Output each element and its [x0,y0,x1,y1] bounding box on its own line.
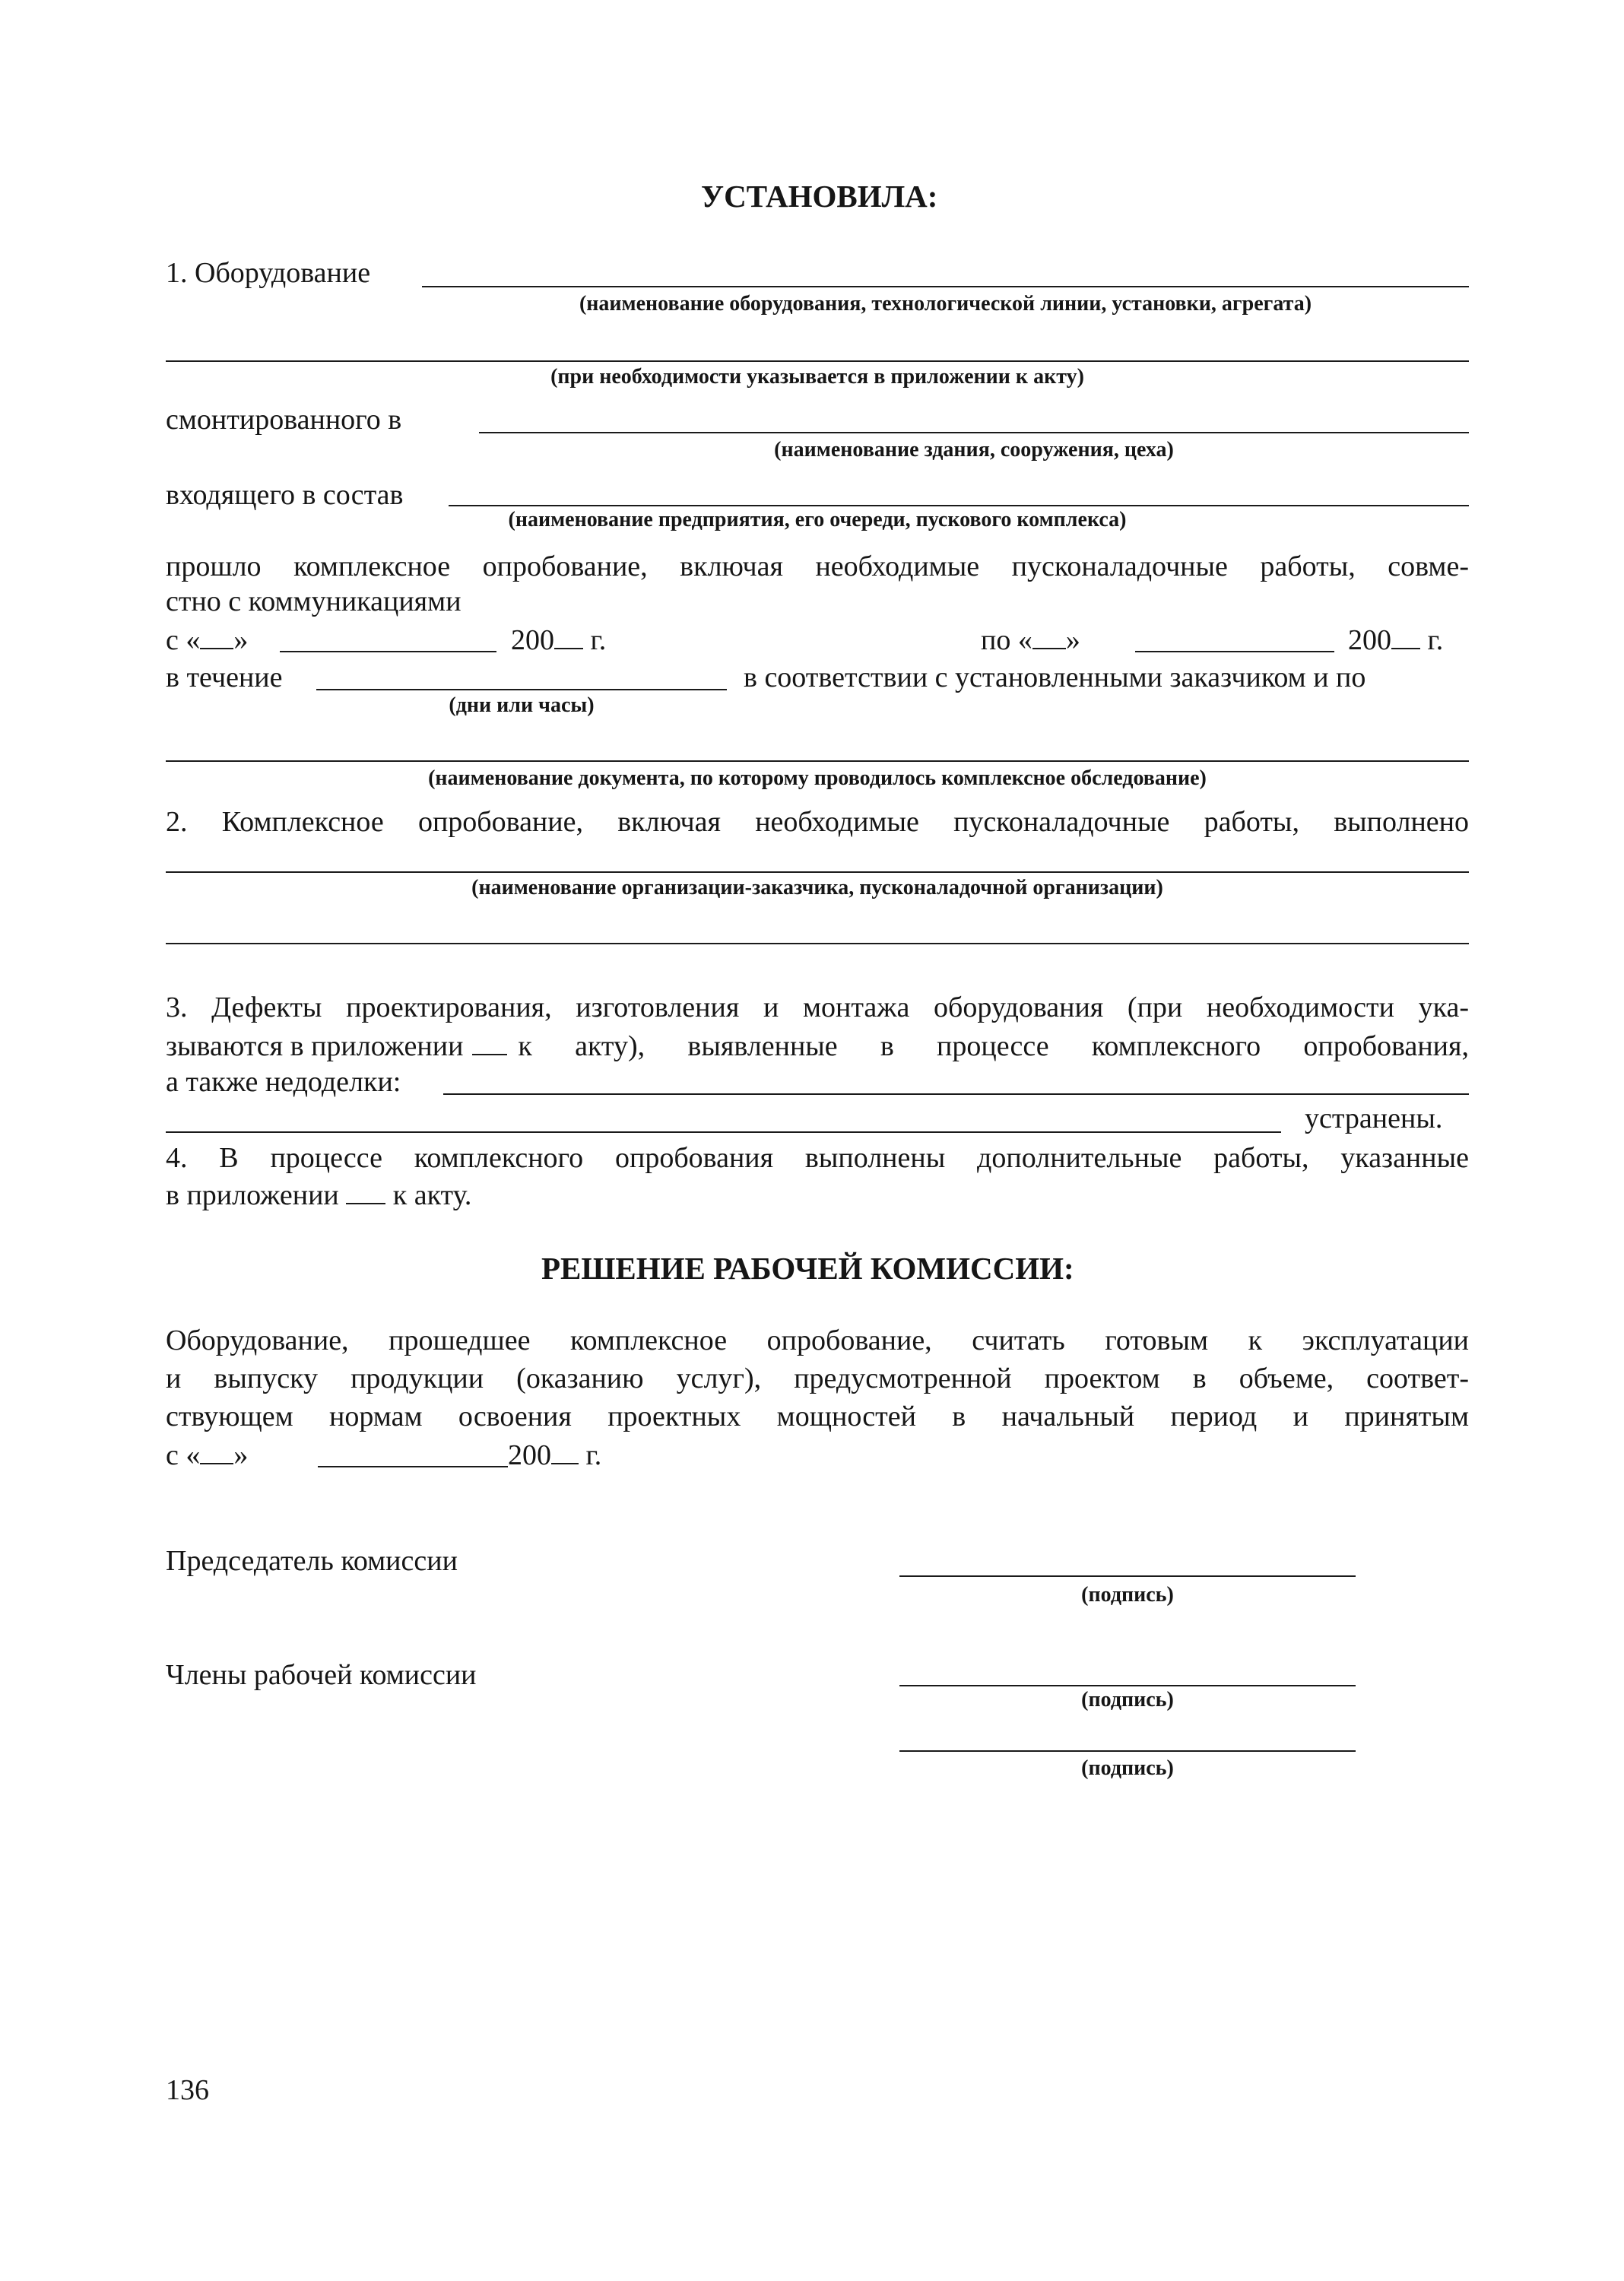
caption-days: (дни или часы) [449,693,595,717]
eliminated-text: устранены. [1305,1102,1443,1134]
defects-blank-line-2 [166,1131,1281,1133]
org-blank-line-2 [166,943,1469,944]
during-label: в течение [166,661,283,693]
item1-label: 1. Оборудование [166,257,371,289]
decision-line-1: Оборудование, прошедшее комплексное опробование, считать готовым к эксплуатации [166,1325,1469,1356]
date-from-row [166,625,248,655]
decision-year [508,1440,601,1470]
item2-text: 2. Комплексное опробование, включая необходимые пусконаладочные работы, выполнено [166,806,1469,838]
caption-appendix: (при необходимости указывается в приложении к акту) [550,365,1084,389]
page-number: 136 [166,2074,209,2106]
date-from-close: » [233,624,249,656]
decision-from-prefix: с « [166,1439,201,1471]
decision-date-row [166,1440,248,1470]
date-to-prefix: по « [981,624,1032,656]
testing-line-1: прошло комплексное опробование, включая необходимые пусконаладочные работы, совме- [166,550,1469,582]
item4-line-2 [166,1180,471,1210]
document-blank-line [166,760,1469,762]
date-to-year-prefix: 200 [1348,624,1391,656]
item3-line-3: а также недоделки: [166,1066,401,1098]
during-blank-line [316,689,727,690]
chairman-label: Председатель комиссии [166,1545,458,1577]
caption-enterprise: (наименование предприятия, его очереди, пускового комплекса) [508,508,1127,531]
item4-line-1: 4. В процессе комплексного опробования выполнены дополнительные работы, указанные [166,1142,1469,1174]
during-tail: в соответствии с установленными заказчиком и по [744,661,1366,693]
member-signature-line-1 [899,1685,1356,1686]
decision-month-blank [318,1466,508,1467]
date-from-month-blank [280,651,496,652]
date-to-day-blank [1032,625,1066,649]
date-to-year-blank [1391,625,1420,649]
caption-org: (наименование организации-заказчика, пусконаладочной организации) [471,876,1163,899]
date-from-year [511,625,606,655]
heading-established: УСТАНОВИЛА: [701,179,938,214]
equipment-blank-line-2 [166,360,1469,362]
defects-blank-line [443,1093,1469,1095]
caption-building: (наименование здания, сооружения, цеха) [774,438,1174,462]
decision-year-suffix: г. [585,1439,602,1471]
decision-year-prefix: 200 [508,1439,551,1471]
members-label: Члены рабочей комиссии [166,1659,477,1691]
date-from-year-suffix: г. [590,624,607,656]
part-label: входящего в состав [166,479,404,511]
date-from-day-blank [200,625,233,649]
item3-line-2 [166,1031,1469,1061]
item3-line-2-a [166,1031,507,1061]
caption-document: (наименование документа, по которому проводилось комплексное обследование) [428,766,1207,790]
chairman-signature-line [899,1575,1356,1577]
signature-caption-2: (подпись) [1081,1688,1174,1712]
date-to-close: » [1065,624,1080,656]
decision-year-blank [551,1440,579,1464]
date-to-row [981,625,1080,655]
caption-equipment: (наименование оборудования, технологической линии, установки, агрегата) [579,292,1312,316]
item3-line-1: 3. Дефекты проектирования, изготовления и монтажа оборудования (при необходимости ука- [166,991,1469,1023]
decision-day-blank [200,1440,233,1464]
decision-from-close: » [233,1439,249,1471]
item4-act-text: к акту. [392,1179,472,1211]
heading-decision: РЕШЕНИЕ РАБОЧЕЙ КОМИССИИ: [541,1251,1074,1286]
item3-appendix-blank [472,1031,507,1055]
date-from-prefix: с « [166,624,201,656]
signature-caption-3: (подпись) [1081,1756,1174,1780]
mounted-label: смонтированного в [166,404,402,436]
item4-appendix-text: в приложении [166,1179,339,1211]
date-to-year [1348,625,1443,655]
date-from-year-prefix: 200 [511,624,554,656]
building-blank-line [479,432,1469,433]
testing-line-2: стно с коммуникациями [166,585,462,617]
item4-appendix-blank [346,1180,385,1204]
item3-line-2-b: к акту), выявленные в процессе комплексного опробования, [518,1030,1469,1062]
date-to-month-blank [1135,651,1334,652]
equipment-blank-line [422,286,1469,287]
enterprise-blank-line [449,505,1469,506]
signature-caption-1: (подпись) [1081,1583,1174,1607]
decision-line-2: и выпуску продукции (оказанию услуг), предусмотренной проектом в объеме, соответ- [166,1363,1469,1394]
member-signature-line-2 [899,1750,1356,1752]
decision-line-3: ствующем нормам освоения проектных мощностей в начальный период и принятым [166,1401,1469,1432]
date-to-year-suffix: г. [1427,624,1444,656]
org-blank-line [166,871,1469,873]
item3-appendix-text: зываются в приложении [166,1030,464,1062]
date-from-year-blank [554,625,583,649]
